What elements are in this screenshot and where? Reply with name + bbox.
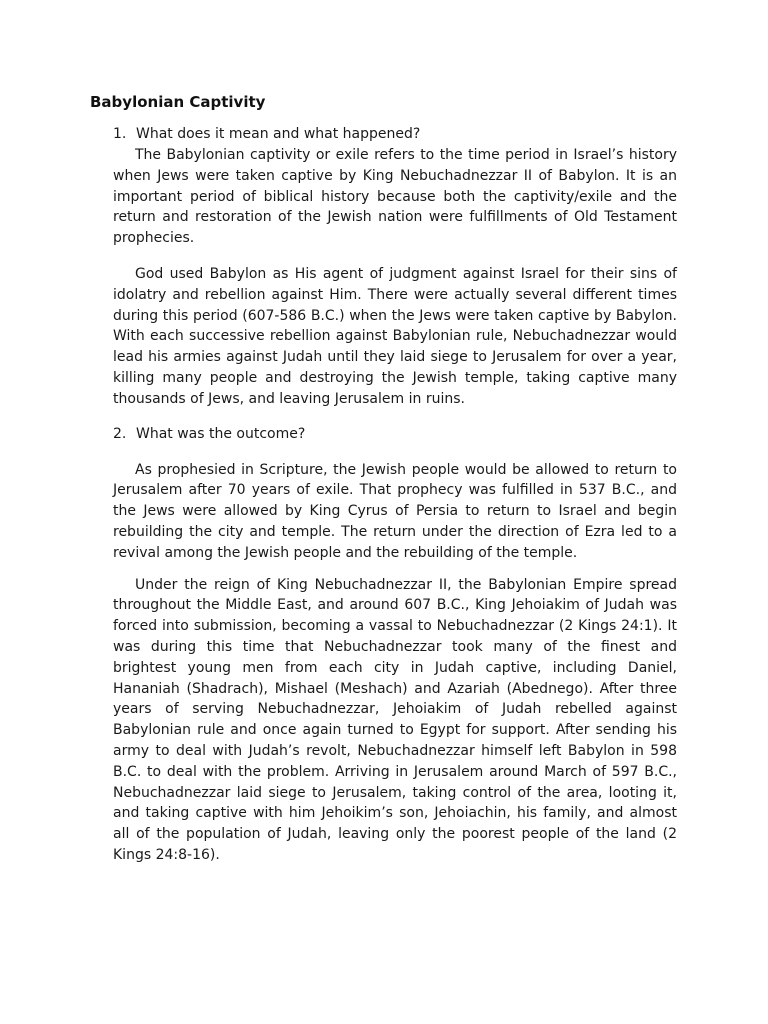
- question-number: 1.: [113, 126, 127, 142]
- body-paragraph: The Babylonian captivity or exile refers to the time period in Israel’s history when Jews were taken captive by King Nebuchadnezzar II of Babylon. It is an important period of biblical history because both the captivity/exile and the return and restoration of the Jewish nation were fulfillments of Old Testament prophecies.: [113, 147, 677, 247]
- document-title: Babylonian Captivity: [90, 93, 266, 111]
- body-paragraph: As prophesied in Scripture, the Jewish people would be allowed to return to Jerusalem after 70 years of exile. That prophecy was fulfilled in 537 B.C., and the Jews were allowed by King Cyrus of Persia to return to Israel and begin rebuilding the city and temple. The return under the direction of Ezra led to a revival among the Jewish people and the rebuilding of the temple.: [113, 461, 677, 561]
- body-paragraph: God used Babylon as His agent of judgment against Israel for their sins of idolatry and rebellion against Him. There were actually several different times during this period (607-586 B.C.) when the Jews were taken captive by Babylon. With each successive rebellion against Babylonian rule, Nebuchadnezzar would lead his armies against Judah until they laid siege to Jerusalem for over a year, killing many people and destroying the Jewish temple, taking captive many thousands of Jews, and leaving Jerusalem in ruins.: [113, 265, 677, 407]
- question-item: [113, 424, 677, 445]
- question-text: What does it mean and what happened?: [136, 126, 421, 142]
- question-item: [113, 124, 677, 145]
- body-paragraph: Under the reign of King Nebuchadnezzar II, the Babylonian Empire spread throughout the Middle East, and around 607 B.C., King Jehoiakim of Judah was forced into submission, becoming a vassal to Nebuchadnezzar (2 Kings 24:1). It was during this time that Nebuchadnezzar took many of the finest and brightest young men from each city in Judah captive, including Daniel, Hananiah (Shadrach), Mishael (Meshach) and Azariah (Abednego). After three years of serving Nebuchadnezzar, Jehoiakim of Judah rebelled against Babylonian rule and once again turned to Egypt for support. After sending his army to deal with Judah’s revolt, Nebuchadnezzar himself left Babylon in 598 B.C. to deal with the problem. Arriving in Jerusalem around March of 597 B.C., Nebuchadnezzar laid siege to Jerusalem, taking control of the area, looting it, and taking captive with him Jehoikim’s son, Jehoiachin, his family, and almost all of the population of Judah, leaving only the poorest people of the land (2 Kings 24:8-16).: [113, 576, 677, 863]
- document-body: [113, 124, 677, 866]
- question-number: 2.: [113, 425, 127, 442]
- question-text: What was the outcome?: [136, 425, 306, 442]
